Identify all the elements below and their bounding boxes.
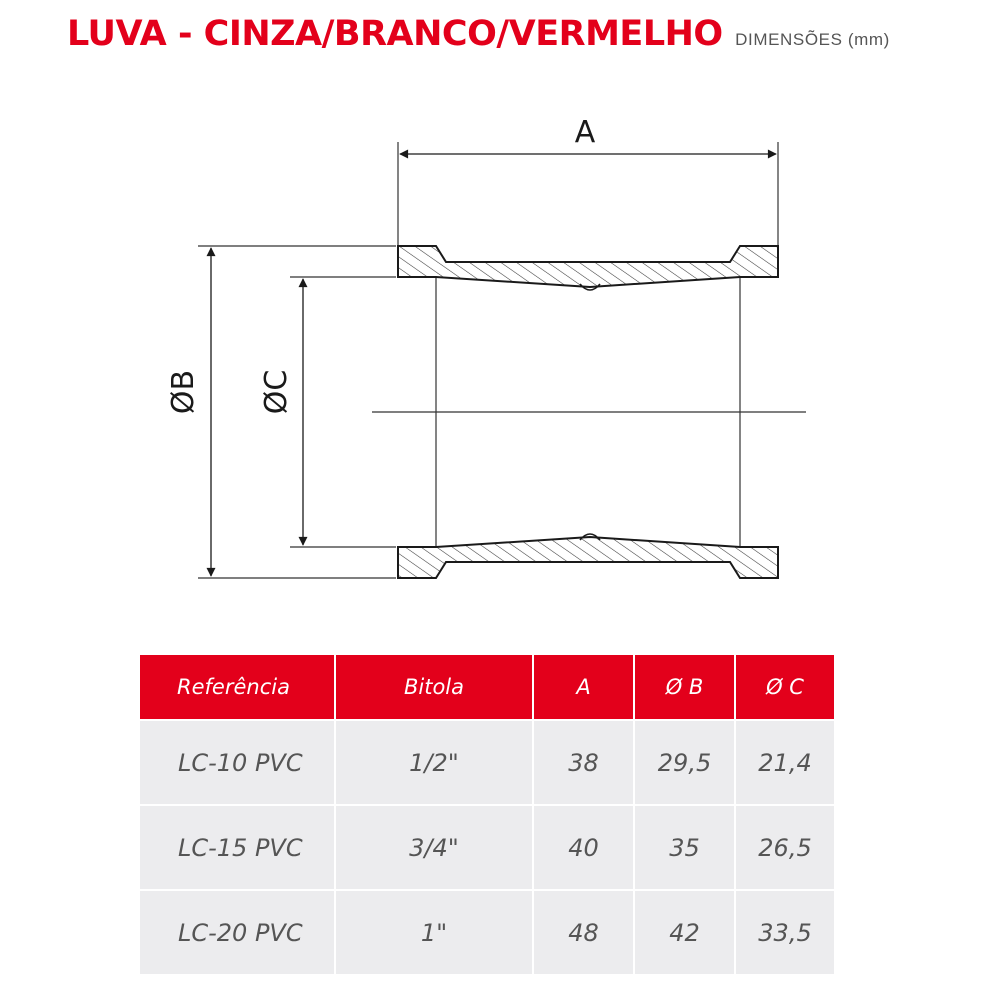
top-wall-section xyxy=(398,246,778,287)
cell-c: 21,4 xyxy=(735,720,834,805)
column-header-a: A xyxy=(533,655,634,720)
table-header-row xyxy=(140,655,834,720)
cell-bitola: 1/2" xyxy=(335,720,533,805)
dimension-label-c: ØC xyxy=(259,369,294,415)
cell-a: 38 xyxy=(533,720,634,805)
cell-referencia: LC-20 PVC xyxy=(140,890,335,974)
cell-c: 26,5 xyxy=(735,805,834,890)
cell-a: 40 xyxy=(533,805,634,890)
column-header-c: Ø C xyxy=(735,655,834,720)
cell-referencia: LC-15 PVC xyxy=(140,805,335,890)
dimension-label-b: ØB xyxy=(166,369,201,415)
cell-b: 35 xyxy=(634,805,735,890)
table-row xyxy=(140,720,834,805)
cell-c: 33,5 xyxy=(735,890,834,974)
cell-referencia: LC-10 PVC xyxy=(140,720,335,805)
dimension-label-a: A xyxy=(574,115,596,150)
cell-bitola: 1" xyxy=(335,890,533,974)
column-header-referencia: Referência xyxy=(140,655,335,720)
cell-a: 48 xyxy=(533,890,634,974)
table-row xyxy=(140,805,834,890)
table-row xyxy=(140,890,834,974)
column-header-b: Ø B xyxy=(634,655,735,720)
cell-b: 42 xyxy=(634,890,735,974)
dimensions-table xyxy=(140,655,834,974)
column-header-bitola: Bitola xyxy=(335,655,533,720)
cell-b: 29,5 xyxy=(634,720,735,805)
extension-lines xyxy=(198,142,778,578)
bottom-wall-section xyxy=(398,537,778,578)
page-title: LUVA - CINZA/BRANCO/VERMELHO xyxy=(67,14,723,54)
page-subtitle: DIMENSÕES (mm) xyxy=(735,30,890,49)
cell-bitola: 3/4" xyxy=(335,805,533,890)
